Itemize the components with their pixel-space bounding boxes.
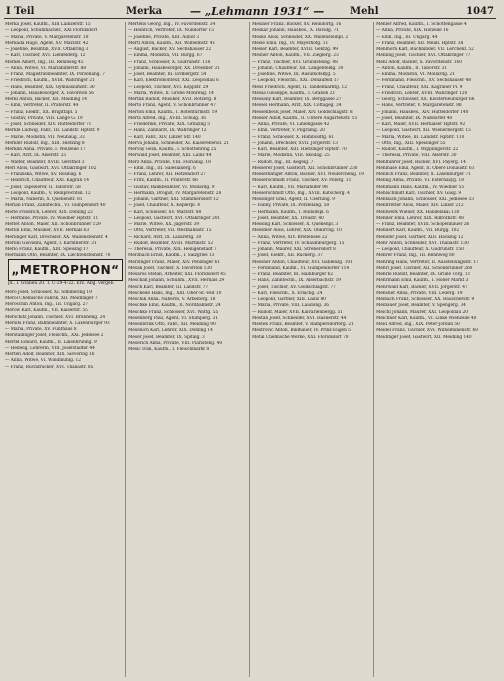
directory-entry: — Georg, Schlosser, XX. Klosterneuburger 66: [376, 97, 475, 102]
directory-entry: Mesner Anton, Kaufm., VII. Zieglerg. 23: [252, 53, 339, 59]
directory-entry: Meskar Johann, Hausbes., X. Davidg. 71: [252, 28, 339, 34]
advert-subtitle: pf., I. Graben 20. T. U-29-4-22. Erz. Abg. vergeb.: [8, 281, 115, 286]
directory-entry: Mehrl Josef, Tischler, XII. Schönbrunner 260: [376, 265, 473, 271]
directory-entry: Mehl Adolf, Bäcker, X. Favoritenstr. 160: [376, 59, 462, 65]
directory-entry: Merlinger Karl, Drechsler, XX. Wallensteinstr. 4: [5, 234, 108, 240]
directory-entry: — Leopold, Tischler, XVI. Koppstr. 29: [128, 84, 209, 90]
directory-entry: — Otto, Ing., XIII. Speisinger 55: [376, 140, 446, 146]
directory-entry: Merkler Rudolf, Ing., XIII. Hietzing 8: [5, 140, 85, 146]
directory-entry: — Franz, Beamter, XII. Meidl. Hptstr. 38: [376, 40, 464, 46]
directory-entry: — Josef, Chauffeur, X. Keplerpl. 4: [128, 203, 200, 209]
directory-entry: — Josef, Beamter, III. Erdbergstr. 54: [128, 72, 207, 77]
directory-entry: Merol Chemische Fabrik, XII. Meidlinger 7: [5, 295, 98, 301]
directory-entry: — Josef, Schneider, XIV. Hütteldorfer 71: [5, 122, 92, 127]
directory-entry: — Leopold, Gastwirt, XVI. Ottakringer 201: [128, 215, 221, 221]
directory-entry: Merto Franz, Agent, V. Schönbrunner 47: [128, 103, 216, 109]
directory-entry: Mess Friedrich, Agent, II. Tandelmarktg. 12: [252, 84, 347, 90]
directory-entry: — Anna, Private, XIX. Hofzeile 16: [376, 28, 449, 34]
directory-entry: Mesch Karl, Beamter, III. Landstr. 77: [128, 284, 209, 290]
directory-entry: — Franz, Magistratsbeamter, IX. Porzellang. 7: [5, 72, 105, 77]
directory-entry: Meschko Franz, Schlosser, XVI. Wattg. 55: [128, 309, 219, 315]
directory-entry: Meichner Karl, Kaufm., VI. Linke Wienzeile 40: [376, 315, 477, 321]
directory-entry: — Anton, Kaufm., II. Taborstr. 31: [376, 65, 448, 71]
directory-entry: Mero Josef, Schlosser, XI. Simmering 19: [5, 289, 92, 295]
directory-entry: — Franz, Beamter, XVIII. Schopenhauer 26: [376, 222, 470, 227]
directory-entry: — Franz, Tischler, XVI. Grundsteing. 48: [252, 59, 338, 65]
directory-entry: — Theresia, Private, XIX. Heiligenstadt 7: [128, 247, 217, 252]
directory-entry: — Johann, Hausbesorger, XX. Dresdner 31: [128, 65, 220, 71]
directory-entry: Merva Johann, Schneider, XI. Kaiserebersd. 21: [128, 140, 230, 146]
directory-entry: — Karl, Arzt, IX. Alserstr. 25: [5, 153, 67, 159]
directory-entry: Mehlführer Josef, Bäcker, XVI. Payerg. 14: [376, 159, 466, 165]
directory-entry: Mehlsack Johann, Schlosser, XXI. Jedlesee 33: [376, 197, 474, 202]
directory-entry: Merl Alois, Gastwirt, XVI. Ottakringer 102: [5, 165, 97, 171]
directory-entry: — Josef, Tischler, XV. Goldschlagstr. 77: [252, 284, 336, 290]
directory-entry: — Maria, Private, V. Margaretenstr. 18: [5, 34, 89, 40]
column-1: [5, 22, 123, 677]
column-4: [376, 22, 498, 677]
directory-entry: — Friederike, Private, XIX. Grinzing 5: [128, 122, 210, 127]
directory-entry: Merlan Franz, Zahntechn., VI. Gumpendorf 40: [5, 203, 106, 209]
directory-entry: — Franz, Elektr., XX. Brigittapl. 5: [5, 109, 78, 115]
directory-entry: Meibach Franz, Schlosser, XX. Rauscherstr. 9: [376, 297, 475, 302]
directory-entry: — Leopold, Schuhmacher., XXI Floridsdorf: [5, 28, 98, 34]
directory-entry: Meidinger Josef, Gastwirt, XII. Meidling 140: [376, 334, 472, 340]
directory-entry: — Leopold, Chauffeur, X. Gudrunstr. 150: [376, 247, 464, 252]
directory-entry: Mesenberg Paul, Agent, VI. Stumperg. 31: [128, 315, 219, 321]
directory-entry: — Franz, Schlosser, X. Humboldtg. 61: [252, 134, 334, 140]
directory-entry: — Friedrich, Lehrer, XVIII. Währinger 120: [376, 90, 468, 96]
directory-entry: Meid Alfred, Ing., XIX. Peter-Jordan 50: [376, 322, 460, 327]
directory-entry: — Maria, Näherin, X. Quellenstr. 81: [5, 197, 83, 202]
directory-entry: Mehsner Anna, Private, VIII. Lederg. 19: [376, 290, 463, 296]
directory-entry: Mehlhorn Karl, Buchbinder, VII. Lerchenf. 52: [376, 47, 474, 52]
directory-entry: — Walter, Beamter, XVIII. Gersthof 3: [5, 159, 85, 165]
directory-entry: — Josef, Beamter, IX. Nußdorfer 40: [376, 115, 453, 121]
directory-entry: Mehofer Josef, Gärtner, XIII. Hacking 12: [376, 234, 464, 240]
directory-entry: Merten Adolf, Beamter, XIX. Sievering 16: [5, 352, 95, 357]
directory-entry: — Theresia, Private, VIII. Alserstr. 30: [376, 153, 457, 159]
directory-entry: Mesko Alois, Schneider, XX. Wallensteinpl. 2: [252, 34, 349, 40]
header-rule: [4, 18, 496, 19]
directory-entry: — Josefine, Beamtin, XVII. Ottakring 3: [5, 47, 89, 52]
directory-entry: — Franz, Beamter, III. Hainburger 62: [252, 272, 334, 277]
directory-entry: Mehr Anton, Schneider, XVI. Thaliastr. 130: [376, 240, 469, 246]
directory-entry: Messner Anton, Chauffeur, XVI. Gablenzg. 101: [252, 259, 353, 265]
directory-entry: Mehlig Anna, Private, VI. Esterhazyg. 18: [376, 178, 464, 184]
directory-entry: — Franz, Vertreter, IV. Schaumburgerg. 15: [252, 240, 345, 246]
directory-entry: Messerer Josef, Gastwirt, XII. Schönbrunner 230: [252, 165, 358, 171]
directory-entry: Mertel Eduard, Kaufm., II. Lilienbrunng. 9: [5, 339, 97, 345]
directory-entry: — Marie, Modistin, VIII. Skodag. 25: [252, 153, 330, 159]
directory-entry: Messel Hermann, Arzt, XIX. Cottageg. 34: [252, 103, 342, 109]
directory-entry: — Gustav, Bankbeamter, VI. Mollardg. 9: [128, 184, 215, 190]
directory-entry: — Richard, Arzt, IX. Lazarettg. 20: [128, 234, 202, 240]
directory-entry: — Anna, Witwe, VI. Windmühlg. 12: [5, 358, 81, 364]
directory-entry: Merle Friedrich, Lehrer, XIX. Döbling 22: [5, 209, 93, 215]
directory-entry: — Heinrich, Chauffeur, XXI. Kagran 14: [5, 178, 89, 184]
directory-entry: Mehner Emil, Lehrer, XIX. Billrothstr. 48: [376, 215, 464, 221]
directory-entry: — Rudolf, Ing., III. Kegelg. 7: [252, 159, 314, 165]
directory-entry: Merstallinger Josef, Fleischh., XXI. Jedlesee 2: [5, 333, 104, 339]
directory-entry: Merschitz Johann, Tischler, XVI. Brunneng. 24: [5, 314, 106, 320]
directory-entry: — Franz, Lehrer, XII. Hetzendorf 27: [128, 172, 206, 177]
directory-entry: Mertens Georg, Ing., IV. Favoritenstr. 34: [128, 22, 216, 27]
directory-entry: — Leopold, Fleischh., XXI. Donaufeld 17: [252, 78, 340, 84]
directory-entry: Meroschin Anton, Ing., III. Ungarg. 27: [5, 302, 89, 307]
directory-entry: — Josef, Tapezierer, II. Taborstr. 58: [5, 184, 81, 190]
directory-entry: — Karl, Fleischh., X. Erlachg. 24: [252, 290, 323, 296]
directory-entry: Merz Anna, Private, VIII. Florianig. 18: [128, 159, 211, 165]
directory-entry: — Johann, Maurer, XXI. Strebersdorf 8: [252, 247, 336, 252]
directory-entry: — Maria, Witwe, II. Große Mohreng. 14: [128, 90, 214, 96]
directory-entry: — Johann, Drechsler, XVII. Jörgerstr. 13: [252, 140, 338, 146]
directory-entry: Meibauer Josef, Beamter, V. Spengerg. 34: [376, 303, 466, 309]
directory-entry: — Karl, Maler, XVII. Hernalser Hptstr. 92: [376, 122, 466, 127]
directory-entry: — Emil, Vertreter, V. Pilgramg. 20: [252, 128, 325, 134]
header-last-word: Mehl: [350, 6, 379, 17]
directory-entry: Mertlik Rudolf, Musiker, XVII. Rötzerg. 8: [128, 97, 217, 102]
directory-entry: — Karl, Tischler, XVI. Lienfelderg. 12: [5, 53, 86, 59]
directory-entry: — Hans, Vertreter, V. Margaretenstr. 88: [376, 103, 462, 109]
directory-entry: Mesić Ivan, Kaufm., I. Fleischmarkt 8: [128, 347, 210, 352]
directory-entry: Messinger Emil, Agent, II. Czerning. 9: [252, 197, 335, 202]
directory-entry: — Rudolf, Kaufm., I. Wipplingerstr. 22: [376, 147, 459, 152]
directory-entry: Meichl Johann, Maurer, XXI. Leopoldau 20: [376, 309, 468, 315]
directory-entry: — Franz, Buchdrucker, XVI. Thaliastr. 85: [5, 364, 94, 370]
directory-entry: — Johann, Gärtner, XXI. Stammersdorf 12: [128, 197, 219, 202]
directory-entry: Mehring Hans, Vertreter, II. Ausstellungsstr. 17: [376, 259, 479, 265]
directory-entry: Messenbeck Josef, Maler, XIV. Goldschlagstr. 8: [252, 109, 353, 115]
directory-entry: — Emil, Vertreter, II. Praterstr. 44: [5, 103, 79, 109]
directory-entry: — Josef, Beamter, XX. Treustr. 40: [252, 215, 324, 221]
directory-entry: — Josefine, Private, XIII. Auhof 3: [128, 34, 199, 40]
directory-entry: Mehlschmidt Karl, Tischler, XV. Gasg. 9: [376, 190, 462, 196]
directory-entry: Merlin Emil, Musiker, XVII. Hernals 63: [5, 228, 90, 234]
directory-entry: Merwald Josef, Beamter, XIII. Lainz 44: [128, 153, 212, 159]
directory-entry: — Hermann, Drogist, IV. Margaretenstr. 28: [128, 190, 222, 196]
column-2: [128, 22, 246, 677]
directory-entry: — Maria, Private, XV. Fünfhaus 8: [5, 327, 77, 332]
directory-entry: Meschik Anna, Näherin, V. Arbeiterg. 18: [128, 297, 216, 302]
directory-entry: — Leopold, Kaufm., V. Reinprechtsd. 12: [5, 190, 91, 196]
directory-entry: — Rudolf, Maler, XVII. Kalvarienbergg. 51: [252, 309, 343, 315]
directory-entry: — Karl, Schlosser, XV. Märzstr. 88: [128, 209, 202, 215]
directory-entry: Messmer Alois, Lehrer, XIX. Obkirchg. 10: [252, 228, 342, 234]
directory-entry: Mestan Josef, Schneider, XVI. Hasnerstr. 44: [252, 315, 347, 321]
directory-entry: — Josefine, Witwe, III. Rasumofskyg. 5: [252, 72, 336, 77]
page-header: [4, 2, 494, 24]
directory-entry: Mehltretter Alois, Maler, XIV. Linzer 212: [376, 203, 464, 209]
directory-entry: Mehlich Franz, Beamter, X. Laxenburger 71: [376, 172, 471, 177]
directory-entry: — Ferdinand, Fleischh., XV. Sechshauser 48: [376, 78, 471, 84]
directory-entry: Messing Karl, Schlosser, X. Quellenpl. 3: [252, 222, 339, 227]
directory-entry: — Johann, Hausbesorger, X. Favoriten 56: [5, 90, 94, 96]
directory-entry: — Maria, Witwe, III. Landstr. Hptstr. 110: [376, 134, 465, 140]
directory-entry: — Karl, Kaufm., VII. Mariahilfer 98: [252, 184, 328, 190]
directory-entry: — Otto, Vertreter, VII. Westbahnstr. 15: [128, 228, 212, 234]
directory-entry: — Emil, Ing., III. Salesianerg. 6: [128, 165, 196, 171]
directory-entry: — Leopold, Gärtner, XIII. Lainz 80: [252, 297, 326, 302]
directory-entry: Meserich Anna, Private, VIII. Piaristeng. 40: [128, 340, 223, 346]
directory-entry: — Hans, Zahntechn., IX. Alserbachstr. 19: [252, 278, 342, 284]
directory-entry: Mesiner Franz, Bäcker, XV. Reindorfg. 16: [252, 22, 342, 27]
directory-entry: Merkel Albert, Ing., III. Rennweg 45: [5, 59, 84, 65]
directory-entry: — Hedwig, Lehrerin, VIII. Josefstädter 44: [5, 345, 95, 351]
column-divider: [125, 22, 126, 677]
directory-entry: — Franz, Schlosser, X. Gudrunstr. 118: [128, 59, 211, 65]
directory-entry: — Anna, Private, VI. Liniengasse 42: [252, 122, 330, 127]
directory-entry: Meschede Hans, Ing., XIII. Ober-St.-Veit 10: [128, 290, 222, 296]
directory-entry: Merka Josef, Kaufm., XIII Lainzerstr. 15: [5, 22, 91, 27]
directory-entry: Metal Chemische Werke, XXI. Floridsdorf 70: [252, 334, 349, 340]
directory-entry: Mehrer Franz, Ing., III. Rennweg 80: [376, 253, 455, 259]
column-divider: [249, 22, 250, 677]
directory-entry: — Hans, Zahnarzt, IX. Währinger 12: [128, 128, 207, 134]
header-first-word: Merka: [126, 6, 163, 17]
directory-entry: Mehler Alfred, Kaufm., I. Schottengasse 4: [376, 22, 467, 27]
directory-entry: Messa Giuseppe, Kaufm., I. Graben 21: [252, 90, 336, 96]
directory-entry: — Heinrich, Vertreter, IX. Nußdorfer 15: [128, 28, 214, 34]
directory-entry: — Johann, Hausbes., XIV. Hütteldorfer 140: [376, 109, 469, 115]
directory-entry: Mertz Alfred, Ing., XVIII. Schulg. 36: [128, 115, 207, 121]
directory-entry: Mermann Otto, Beamter, IX. Liechtensteinstr. 70: [5, 253, 111, 259]
directory-entry: Merzinger Franz, Maler, XIV. Penzinger 61: [128, 259, 221, 265]
directory-entry: — Karl, Fabr., XIV. Linzer Str. 140: [128, 134, 201, 140]
directory-entry: — Anna, Witwe, VI. Mariahilferstr. 88: [5, 65, 86, 71]
directory-entry: Meschan Johann, Schuhm., XVII. Hernals 29: [128, 278, 225, 284]
directory-entry: Mertl Anton, Kaufm., XII. Wilhelmstr. 41: [128, 40, 216, 46]
directory-entry: Mehrwald Karl, Bäcker, XVII. Jörgerstr. 47: [376, 284, 468, 290]
directory-entry: Merzbach Ernst, Kaufm., I. Salzgries 13: [128, 253, 215, 259]
directory-entry: Meslé Emil, Ing., IV. Mayerhofg. 11: [252, 40, 329, 46]
directory-entry: — Marie, Witwe, XX. Jägerstr. 39: [128, 222, 200, 227]
header-section-label: I Teil: [6, 6, 35, 17]
directory-entry: Messerschmitt Otto, Ing., XVIII. Kutscherg. 4: [252, 190, 350, 196]
directory-entry: Merton Emil, Kaufm., I. Rotenturmstr. 19: [128, 109, 218, 115]
directory-entry: Mesenbrink Otto, Fabr., XII. Meidling 90: [128, 322, 216, 327]
directory-entry: — Emma, Modistin, VI. Mollardg. 21: [376, 72, 455, 77]
directory-entry: — Marie, Modistin, VII. Neubaug. 33: [5, 134, 85, 140]
directory-entry: — Josef, Elektr., XII. Ruckerg. 37: [252, 253, 323, 259]
directory-entry: — Karl, Beamter, XIII. Hietzinger Hptstr. 70: [252, 147, 347, 152]
directory-entry: — Fanny, Private, IX. Porzellang. 58: [252, 203, 330, 209]
directory-entry: — Johann, Chauffeur, XII. Längenfeldg. 30: [252, 65, 344, 71]
metrophon-advert: „METROPHON“: [8, 259, 123, 281]
directory-entry: — Hermine, Private, IV. Wiedner Hptstr. 11: [5, 215, 99, 221]
directory-entry: — Rudolf, Beamter, XVIII. Martinstr. 52: [128, 240, 214, 246]
directory-entry: Mehrle Rudolf, Beamter, IX. Grüne Torg. 11: [376, 272, 471, 277]
directory-entry: Mesak Josef, Tischler, X. Favoriten 130: [128, 265, 212, 271]
directory-entry: Merkle Ludwig, Fabr., III. Landstr. Hptstr. 9: [5, 128, 100, 134]
directory-entry: — Friedrich, Kaufm., XVIII. Währinger 21: [5, 78, 95, 84]
directory-entry: — Franziska, Witwe, XV. Rosinag. 6: [5, 172, 82, 177]
directory-entry: Mehnert Karl, Kaufm., VII. Burgg. 102: [376, 228, 460, 234]
directory-entry: Mehlwerk Wiener, XX. Handelskai 130: [376, 209, 460, 215]
column-divider: [373, 22, 374, 677]
directory-entry: — Karl, Elektromonteur, XXI. Leopoldau 6: [128, 78, 219, 84]
directory-entry: — Ferdinand, Kaufm., VI. Gumpendorfer 114: [252, 265, 350, 271]
directory-entry: Merow Karl, Kaufm., VII. Kaiserstr. 55: [5, 308, 88, 314]
directory-entry: Mehling Josef, Tischler, XVI. Ottakringer 77: [376, 53, 471, 59]
directory-entry: Meidel Franz, Tischler, XVI. Wilhelminenstr. 60: [376, 328, 478, 334]
directory-entry: Mersits Franz, Bahnbeamter, X. Laxenburger 93: [5, 320, 110, 326]
directory-entry: — Emma, Modistin, VII. Burgg. 67: [128, 53, 203, 59]
directory-entry: Meser Josef, Beamter, IX. Spitalg. 3: [128, 334, 205, 340]
page-number: 1047: [466, 6, 494, 17]
column-3: [252, 22, 370, 677]
directory-entry: — Gustav, Private, VIII. Lange G. 19: [5, 115, 83, 121]
directory-entry: — Hermann, Kaufm., I. Rudolfspl. 6: [252, 209, 329, 215]
directory-entry: — Anna, Witwe, XIV. Breitensee 22: [252, 234, 328, 240]
directory-entry: Mestrović Anton, Bildhauer, IV. Prinz-Eugen 5: [252, 328, 351, 334]
directory-entry: — Franz, Chauffeur, XXI. Kagraner Pl. 9: [376, 84, 463, 90]
directory-entry: Meschke Emil, Kaufm., II. Nordbahnstr. 24: [128, 303, 221, 309]
directory-entry: Messany Karl, Beamter, IX. Berggasse 27: [252, 97, 342, 102]
directory-entry: — August, Bäcker, XV. Sechshauser 22: [128, 47, 212, 52]
directory-entry: Mesaros Stefan, Arbeiter, XXI. Floridsdorf 45: [128, 272, 226, 277]
directory-entry: Messerklinger Anton, Bäcker, XVI. Neulercheng. 19: [252, 172, 364, 177]
directory-entry: Mehlmann Hans, Kaufm., IV. Wiedner 55: [376, 184, 465, 190]
directory-entry: — Hans, Beamter, XIX. Gymnasiumstr. 30: [5, 84, 95, 90]
header-title: — „Lehmann 1931“ —: [190, 5, 325, 18]
directory-entry: Mesenich Karl, Lehrer, XIX. Döbling 14: [128, 328, 213, 334]
directory-entry: Merlet Anton, Maler, XII. Schönbrunner 129: [5, 222, 101, 227]
directory-entry: Merlini Giovanni, Agent, I. Kärntnerstr. 31: [5, 240, 97, 246]
directory-entry: Merlo Franz, Kaufm., XIII. Speising 17: [5, 247, 89, 252]
directory-entry: Merkada Hugo, Agent, XV. Märzstr. 42: [5, 40, 89, 46]
directory-entry: — Leopold, Gastwirt, XII. Wienerbergstr. 15: [376, 128, 471, 134]
directory-entry: Merklin Anna, Private, I. Wollzeile 17: [5, 147, 86, 152]
directory-entry: Mehlhase Emil, Agent, II. Obere Donaustr. 61: [376, 165, 475, 171]
directory-entry: Mestek Franz, Beamter, V. Rampersdorferg. 21: [252, 322, 354, 327]
directory-entry: Messer Adolf, Kaufm., II. Untere Augartenstr. 15: [252, 115, 358, 121]
directory-entry: Messerschmidt Franz, Tischler, XV. Pillerg. 11: [252, 178, 352, 184]
directory-entry: Mesler Karl, Beamter, XVIII. Gentzg. 99: [252, 47, 339, 52]
directory-entry: — Emil, Ing., III. Ungarg. 44: [376, 34, 438, 40]
directory-entry: Mehrmann Emil, Kaufm., I. Hoher Markt 3: [376, 278, 469, 284]
directory-entry: — Fritz, Kaufm., II. Praterstr. 66: [128, 178, 198, 184]
directory-entry: Merkl Anton, Bäcker, XII. Meidling 14: [5, 97, 88, 102]
directory-entry: — Maria, Private, VIII. Laudong. 36: [252, 303, 329, 309]
directory-entry: Mervay Géza, Kaufm., I. Schottenring 25: [128, 147, 217, 152]
